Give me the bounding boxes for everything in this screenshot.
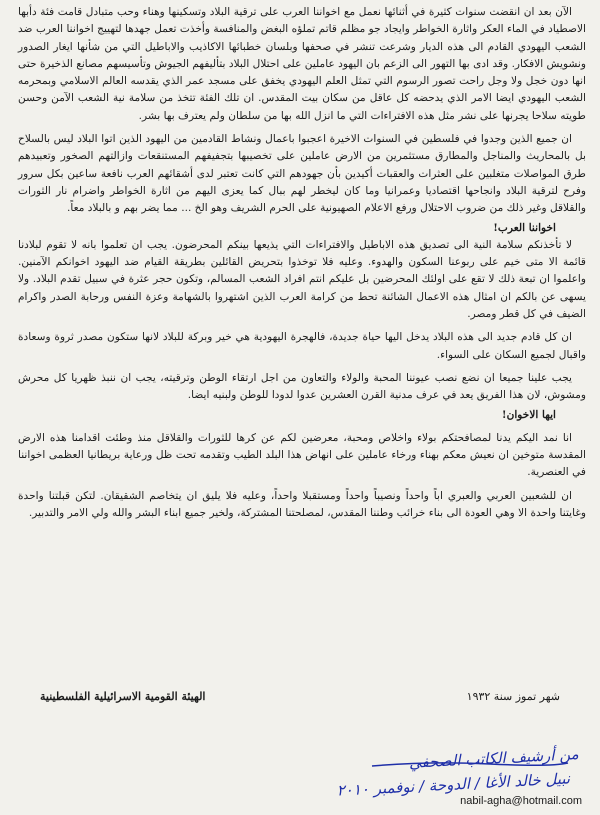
paragraph-7: ان للشعبين العربي والعبري اباً واحداً ونصيباً واحداً ومستقبلا واحداً، وعليه فلا يليق ان يتخاصم الشقيقان. لتكن قبلتنا واحدة وغايتنا واحدة الا وهي العودة الى بناء خرائب وطننا المقدس، لمصلحتنا المشتركة، ولخير جميع ابناء البشر والله ولي الامر والتدبير. bbox=[18, 489, 586, 520]
paragraph-4: ان كل قادم جديد الى هذه البلاد يدخل اليها حياة جديدة، فالهجرة اليهودية هي خير وبركة للبلاد لانها ستكون مصدر ثروة وسعادة واقبال لجميع السكان على السواء. bbox=[18, 331, 586, 361]
document-body bbox=[18, 4, 586, 522]
paragraph-5: يجب علينا جميعا ان نضع نصب عيوننا المحبة والولاء والتعاون من اجل ارتقاء الوطن وترقيته، يجب ان ننبذ ظهريا كل محرش ومشوش، لان هذا الفريق يعد في عرف مدنية القرن العشرين عدوا لدودا للوطن ولبنيه ايضا. bbox=[18, 371, 586, 402]
paragraph-2: ان جميع الذين وجدوا في فلسطين في السنوات الاخيرة اعجبوا باعمال ونشاط القادمين من اليهود الذين اتوا البلاد ليس بالسلاح بل بالمحاريث والمناجل والمطارق مستثمرين من الارض عاملين على تخصيبها بتجفيفهم المستنقعات وازالتهم الصخور وتعبيدهم طرق المواصلات متغلبين على العثرات والعقبات أكيدين بأن جهودهم التي كانت تعتبر لدى أشقائهم العرب نافعة ساعين بكل سرور وفرح لترقية البلاد وانجاحها اقتصاديا وعمرانيا وما كان ليخطر لهم ببال كما يعزى اليهم من اثارة الخواطر واضرام نار الثورات والقلاقل وغير ذلك من ضروب الاحتلال ورفع الاعلام الصهيونية على الحرم الشريف وهو الخ ... مما يضر بهم و بالبلاد معاً. bbox=[18, 133, 586, 215]
issuing-organization: الهيئة القومية الاسرائيلية الفلسطينية bbox=[40, 690, 206, 703]
contact-email: nabil-agha@hotmail.com bbox=[460, 795, 582, 807]
handwritten-line-2: نبيل خالد الأغا / الدوحة / نوفمبر ٢٠١٠ bbox=[336, 769, 571, 800]
paragraph-3: لا تأخذنكم سلامة النية الى تصديق هذه الاباطيل والافتراءات التي يذيعها بينكم المحرضون. يجب ان تعلموا بانه لا تقوم لبلادنا قائمة الا متى خيم على ربوعنا السكون والهدوء. وعليه فلا توخذوا بتحريض القائلين بطريقة القيام ضد اليهود اخوانكم الآمنين. واعلموا ان تبعة ذلك لا تقع على اولئك المحرضين بل عليكم انتم افراد الشعب المسالم، وتكون حجر عثرة في سبيل تقدم البلاد. ولا يسهى عن بالكم ان امثال هذه الاعمال الشائنة تحط من كرامة العرب الذين اشتهروا بالشهامة وعزة النفس ورحابة الصدر واكرام الضيف في كل قطر ومصر. bbox=[18, 238, 586, 321]
handwritten-line-1: من أرشيف الكاتب الصحفي bbox=[408, 744, 580, 772]
document-date: شهر تموز سنة ١٩٣٢ bbox=[466, 690, 560, 703]
paragraph-1: الآن بعد ان انقضت سنوات كثيرة في أثنائها نعمل مع اخواننا العرب على ترقية البلاد وتسكينها وهناء وحب متبادل قامت فئة دأبها الاصطياد في الماء العكر واثارة الخواطر وايجاد جو مظلم قاتم تملؤه البغض والمنافسة وأخذت تعمل جهدها لتهييج اخواننا العرب ضد الشعب اليهودي القادم الى هذه الديار وشرعت تنشر في صحفها وبلسان خطبائها الاكاذيب والاباطيل التي من شأنها ايغار الصدور ونشويش الافكار. وقد ادى بها التهور الى الزعم بان اليهود عاملين على احتلال البلاد بتأليفهم الجيوش وتأسيسهم مصانع الذخيرة حتى انها دون خجل ولا وجل راحت تصور الرسوم التي تمثل العلم اليهودي يخفق على مسجد عمر الذي يقدسه العالم الاسلامي وبمحرمه الشعب اليهودي ايضا الامر الذي يدحضه كل عاقل من سكان بيت المقدس. ان تلك الفئة تتخذ من سلامة نية الشعب الآمن وحسن طويته سلاحا يجرنها على نشر مثل هذه الافتراءات التي ما انزل الله بها من سلطان ولم يعترف بها بشر. bbox=[18, 6, 586, 122]
paragraph-6: انا نمد اليكم يدنا لمصافحتكم بولاء واخلاص ومحبة، معرضين لكم عن كرها للثورات والقلاقل منذ وطئت اقدامنا هذه الارض المقدسة متوخين ان نعيش معكم بهناء ورخاء عاملين على انهاض هذا البلد الطيب وتقدمه تحت ظل ورعاية بريطانيا العظمى اخواننا في العنصرية. bbox=[18, 431, 586, 479]
address-arab-brothers: اخواننا العرب! bbox=[493, 221, 556, 234]
handwritten-underline-icon bbox=[370, 760, 570, 768]
signature-block bbox=[40, 688, 560, 722]
address-brothers: ايها الاخوان! bbox=[501, 408, 556, 421]
